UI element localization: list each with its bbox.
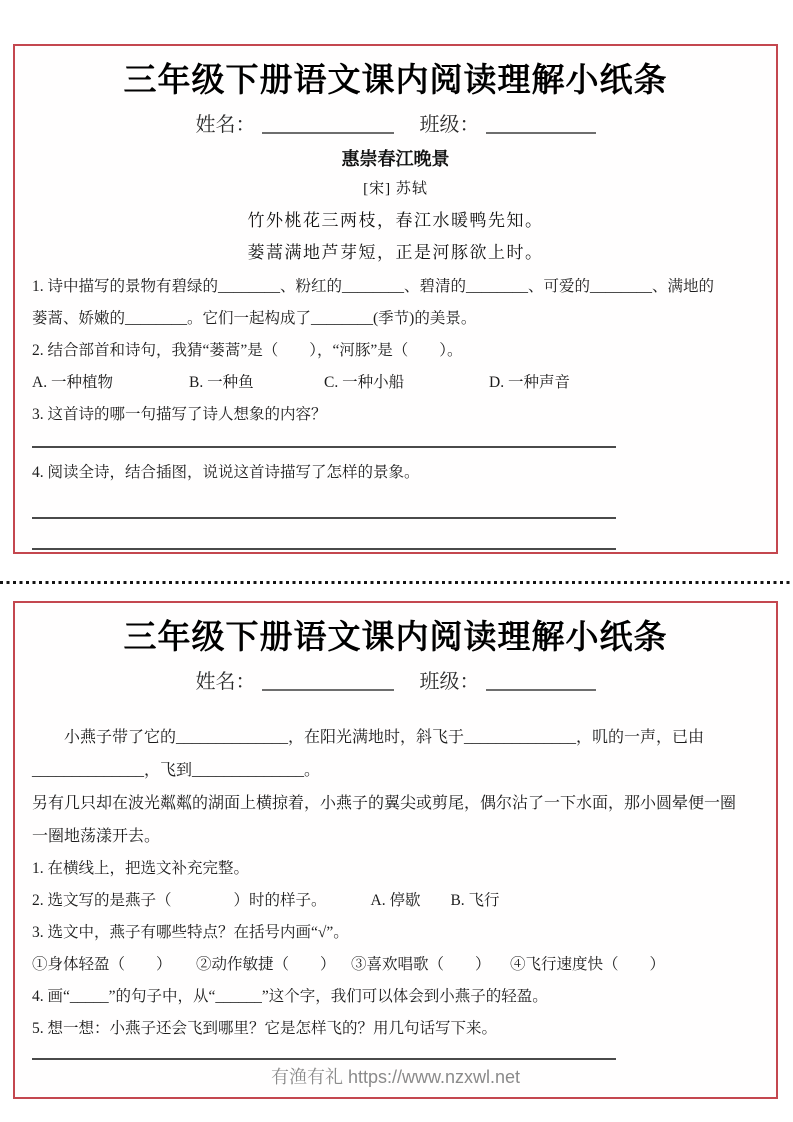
answer-line — [32, 517, 616, 519]
class-blank-line — [486, 671, 596, 691]
poem-questions — [15, 271, 776, 550]
page-title: 三年级下册语文课内阅读理解小纸条 — [123, 618, 668, 655]
option-b: B. 一种鱼 — [189, 374, 254, 391]
poem-author: [宋] 苏轼 — [363, 181, 428, 197]
question-3: 3. 这首诗的哪一句描写了诗人想象的内容？ — [32, 406, 327, 423]
footer-link[interactable]: 有渔有礼 https://www.nzxwl.net — [270, 1067, 521, 1087]
passage-line-1: 小燕子带了它的______________，在阳光满地时，斜飞于______________，叽的一声，已由 — [64, 729, 705, 746]
worksheet-card-swallow — [13, 601, 778, 1099]
page-title: 三年级下册语文课内阅读理解小纸条 — [123, 61, 668, 98]
question-4: 4. 阅读全诗，结合插图，说说这首诗描写了怎样的景象。 — [32, 464, 420, 481]
passage-questions — [15, 853, 776, 1089]
option-a: A. 停歇 — [370, 892, 421, 909]
reading-passage — [15, 721, 776, 853]
option-d: D. 一种声音 — [489, 374, 570, 391]
class-label: 班级： — [419, 114, 480, 136]
question-1-line-1: 1. 诗中描写的景物有碧绿的________、粉红的________、碧清的________、可爱的________、满地的 — [32, 278, 715, 295]
poem-title: 惠崇春江晚景 — [341, 149, 450, 169]
check-item-2: ②动作敏捷（ ） — [196, 956, 336, 973]
option-c: C. 一种小船 — [324, 374, 405, 391]
poem-line-1: 竹外桃花三两枝，春江水暖鸭先知。 — [247, 211, 544, 230]
poem-block — [15, 147, 776, 264]
check-item-1: ①身体轻盈（ ） — [32, 956, 172, 973]
check-item-4: ④飞行速度快（ ） — [510, 956, 666, 973]
passage-line-2: ______________，飞到______________。 — [32, 762, 321, 779]
name-blank-line — [262, 114, 394, 134]
cut-line — [0, 581, 793, 584]
question-3: 3. 选文中，燕子有哪些特点？在括号内画“√”。 — [32, 924, 349, 941]
name-label: 姓名： — [195, 671, 256, 693]
option-a: A. 一种植物 — [32, 374, 113, 391]
question-2-row — [32, 885, 759, 917]
poem-line-2: 蒌蒿满地芦芽短，正是河豚欲上时。 — [247, 243, 544, 262]
answer-line — [32, 446, 616, 448]
question-2: 2. 结合部首和诗句，我猜“蒌蒿”是（ ），“河豚”是（ ）。 — [32, 342, 463, 359]
class-label: 班级： — [419, 671, 480, 693]
class-blank-line — [486, 114, 596, 134]
check-item-3: ③喜欢唱歌（ ） — [351, 956, 491, 973]
site-footer — [32, 1065, 759, 1089]
question-2-options — [32, 367, 759, 399]
question-1-line-2: 蒌蒿、娇嫩的________。它们一起构成了________(季节)的美景。 — [32, 310, 477, 327]
passage-line-3: 另有几只却在波光粼粼的湖面上横掠着，小燕子的翼尖或剪尾，偶尔沾了一下水面，那小圆晕便一圈 — [32, 795, 737, 812]
name-class-row — [15, 112, 776, 138]
question-1: 1. 在横线上，把选文补充完整。 — [32, 860, 250, 877]
question-4: 4. 画“_____”的句子中，从“______”这个字，我们可以体会到小燕子的轻盈。 — [32, 988, 548, 1005]
name-label: 姓名： — [195, 114, 256, 136]
worksheet-card-poem — [13, 44, 778, 554]
answer-line — [32, 1058, 616, 1060]
option-b: B. 飞行 — [450, 892, 500, 909]
question-2: 2. 选文写的是燕子（ ）时的样子。 — [32, 892, 327, 909]
name-blank-line — [262, 671, 394, 691]
name-class-row — [15, 669, 776, 695]
answer-line — [32, 548, 616, 550]
question-5: 5. 想一想：小燕子还会飞到哪里？它是怎样飞的？用几句话写下来。 — [32, 1020, 498, 1037]
passage-line-4: 一圈地荡漾开去。 — [32, 828, 161, 845]
question-3-checklist — [32, 949, 759, 981]
